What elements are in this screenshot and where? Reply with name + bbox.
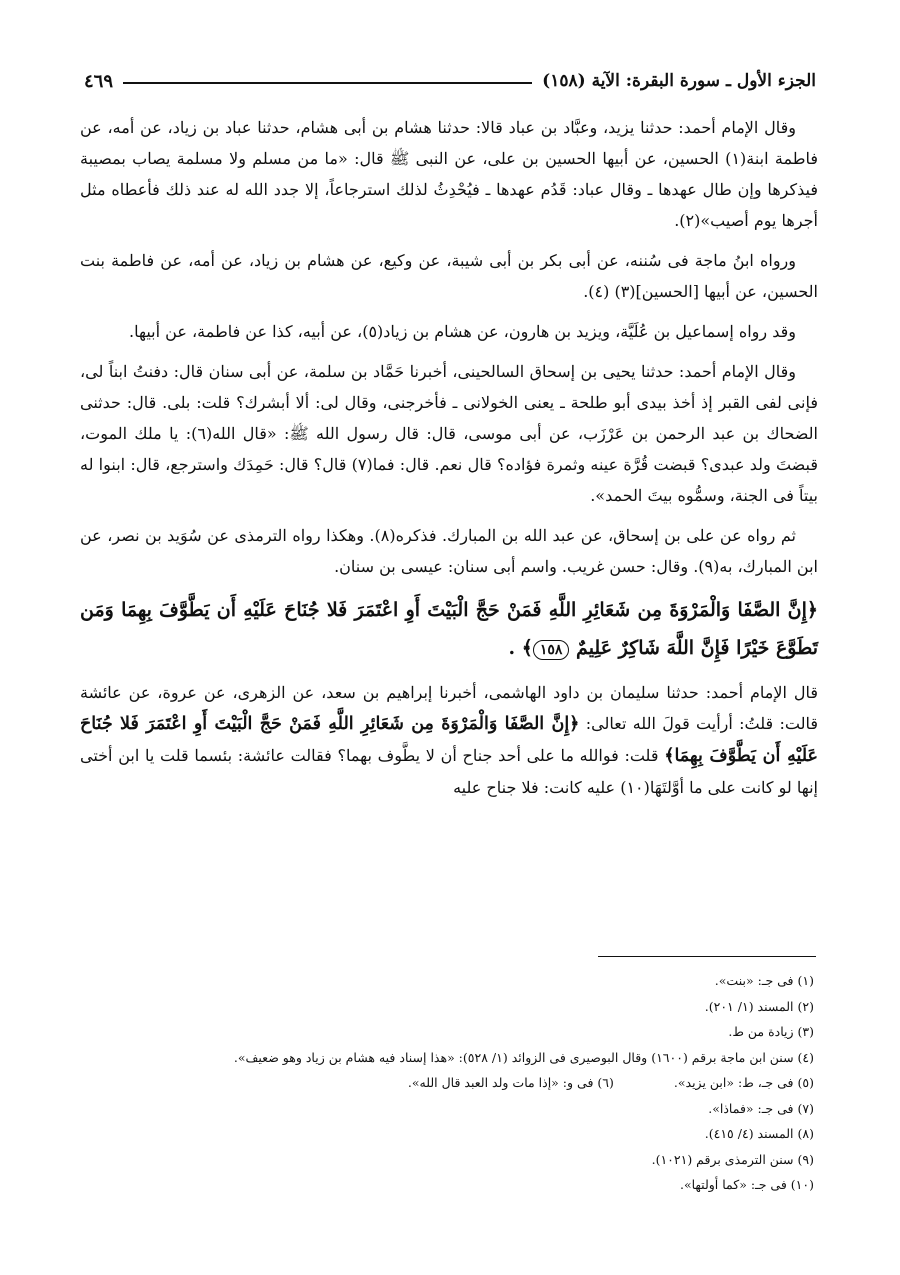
ayah-number-badge: ١٥٨ xyxy=(533,640,570,660)
paragraph-6 xyxy=(80,677,818,803)
footnote-2: (٢) المسند (١/ ٢٠١). xyxy=(704,998,814,1014)
paragraph-6-part-a: قال الإمام أحمد: حدثنا سليمان بن داود الهاشمى، أخبرنا إبراهيم بن سعد، عن الزهرى، عن عروة، عن عائشة قالت: قلتُ: أرأيت قولَ الله تعالى: xyxy=(80,683,818,733)
inline-verse-quote: ﴿إِنَّ الصَّفَا وَالْمَرْوَةَ مِن شَعَائِرِ اللَّهِ فَمَنْ حَجَّ الْبَيْتَ أَوِ اعْتَمَرَ فَلا جُنَاحَ عَلَيْهِ أَن يَطَّوَّفَ بِهِمَا﴾ xyxy=(80,714,819,766)
verse-close: ﴾ . xyxy=(508,637,533,659)
header-rule xyxy=(123,82,532,84)
quran-verse xyxy=(80,591,818,667)
main-text xyxy=(80,112,818,812)
verse-text: ﴿إِنَّ الصَّفَا وَالْمَرْوَةَ مِن شَعَائِرِ اللَّهِ فَمَنْ حَجَّ الْبَيْتَ أَوِ اعْتَمَرَ فَلا جُنَاحَ عَلَيْهِ أَن يَطَّوَّفَ بِهِمَا وَمَن تَطَوَّعَ خَيْرًا فَإِنَّ اللَّهَ شَاكِرٌ عَلِيمٌ xyxy=(80,599,818,659)
paragraph-5: ثم رواه عن على بن إسحاق، عن عبد الله بن المبارك. فذكره(٨). وهكذا رواه الترمذى عن سُوَيد بن نصر، عن ابن المبارك، به(٩). وقال: حسن غريب. واسم أبى سنان: عيسى بن سنان. xyxy=(80,526,818,576)
footnote-10: (١٠) فى جـ: «كما أولتها». xyxy=(679,1177,814,1192)
footnote-6: (٦) فى و: «إذا مات ولد العبد قال الله». xyxy=(407,1075,614,1090)
running-header xyxy=(84,66,816,96)
footnote-4: (٤) سنن ابن ماجة برقم (١٦٠٠) وقال البوصيرى فى الزوائد (١/ ٥٢٨): «هذا إسناد فيه هشام بن زياد وهو ضعيف». xyxy=(233,1049,814,1065)
footnote-separator xyxy=(598,956,816,957)
paragraph-6-part-b: قلت: فوالله ما على أحد جناح أن لا يطَّوف بهما؟ فقالت عائشة: بئسما قلت يا ابن أختى إنها لو كانت على ما أوَّلتَهَا(١٠) عليه كانت: فلا جناح عليه xyxy=(80,746,818,797)
paragraph-3: وقد رواه إسماعيل بن عُلَيَّة، ويزيد بن هارون، عن هشام بن زياد(٥)، عن أبيه، كذا عن فاطمة، عن أبيها. xyxy=(129,322,796,341)
footnote-5: (٥) فى جـ، ط: «ابن يزيد». xyxy=(673,1075,814,1090)
paragraph-4: وقال الإمام أحمد: حدثنا يحيى بن إسحاق السالحينى، أخبرنا حَمَّاد بن سلمة، عن أبى سنان قال: دفنتُ ابناً لى، فإنى لفى القبر إذ أخذ بيدى أبو طلحة ـ يعنى الخولانى ـ فأخرجنى، وقال لى: ألا أبشرك؟ قلت: بلى. قال: حدثنى الضحاك بن عبد الرحمن بن عَرْزَب، عن أبى موسى، قال: قال رسول الله ﷺ: «قال الله(٦): يا ملك الموت، قبضتَ ولد عبدى؟ قبضت قُرَّة عينه وثمرة فؤاده؟ قال نعم. قال: فما(٧) قال؟ قال: حَمِدَك واسترجع، قال: ابنوا له بيتاً فى الجنة، وسمُّوه بيتَ الحمد». xyxy=(80,362,819,505)
footnotes xyxy=(84,968,814,1198)
paragraph-2: ورواه ابنُ ماجة فى سُننه، عن أبى بكر بن أبى شيبة، عن وكيع، عن هشام بن زياد، عن أمه، عن فاطمة بنت الحسين، عن أبيها [الحسين](٣) (٤). xyxy=(80,251,818,301)
paragraph-1: وقال الإمام أحمد: حدثنا يزيد، وعبَّاد بن عباد قالا: حدثنا هشام بن أبى هشام، حدثنا عباد بن زياد، عن أمه، عن فاطمة ابنة(١) الحسين، عن أبيها الحسين بن على، عن النبى ﷺ قال: «ما من مسلم ولا مسلمة يصاب بمصيبة فيذكرها وإن طال عهدها ـ وقال عباد: قَدُم عهدها ـ فيُحْدِثُ لذلك استرجاعاً، إلا جدد الله له عند ذلك فأعطاه مثل أجرها يوم أصيب»(٢). xyxy=(80,118,819,230)
footnote-9: (٩) سنن الترمذى برقم (١٠٢١). xyxy=(651,1151,814,1167)
footnote-7: (٧) فى جـ: «فماذا». xyxy=(708,1100,814,1116)
page-number: ٤٦٩ xyxy=(84,70,114,92)
footnote-5-6-row xyxy=(84,1070,814,1096)
header-title: الجزء الأول ـ سورة البقرة: الآية (١٥٨) xyxy=(542,71,816,91)
footnote-3: (٣) زيادة من ط. xyxy=(728,1024,814,1039)
footnote-1: (١) فى جـ: «بنت». xyxy=(714,973,814,988)
footnote-8: (٨) المسند (٤/ ٤١٥). xyxy=(704,1126,814,1141)
